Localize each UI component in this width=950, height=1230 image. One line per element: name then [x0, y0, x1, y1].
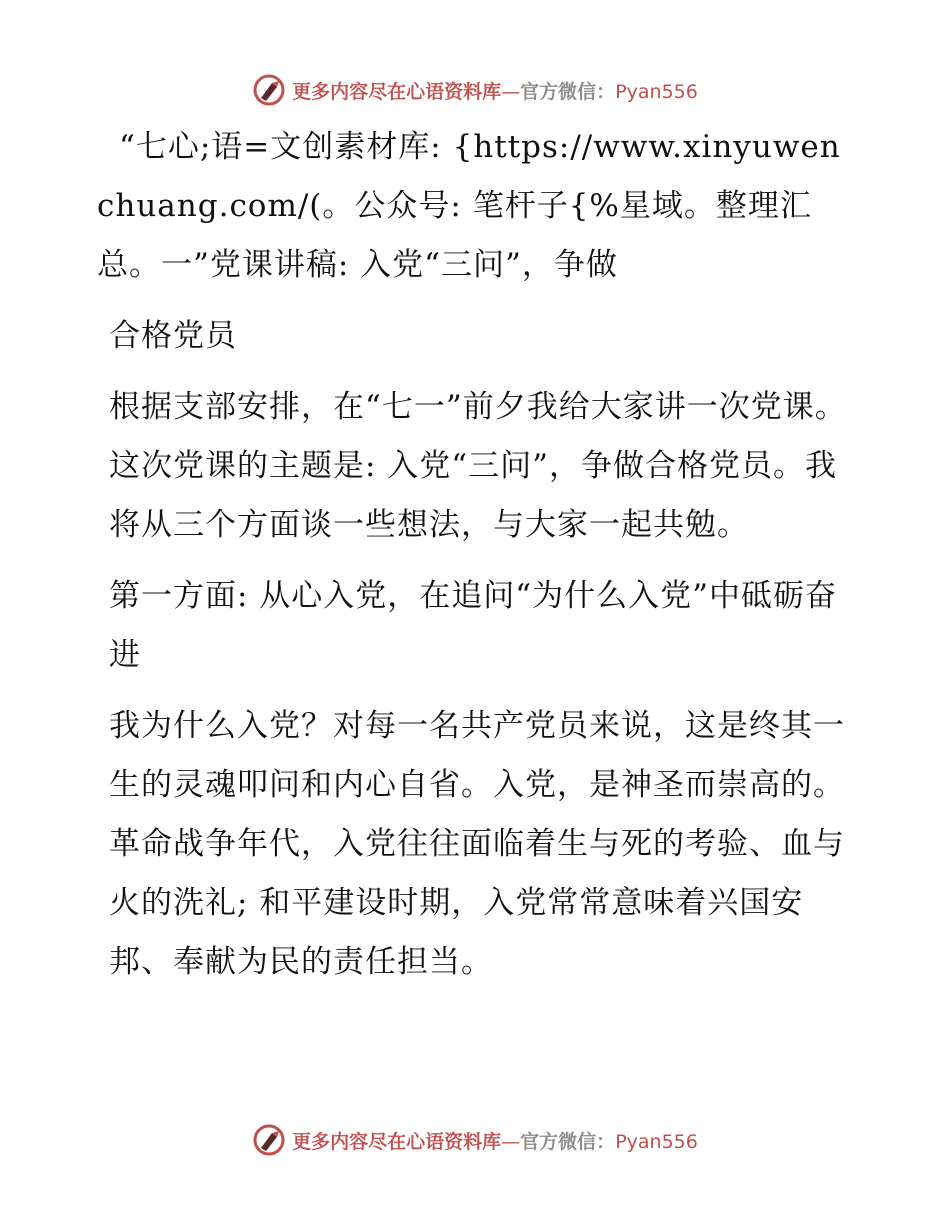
footer-banner — [0, 1120, 950, 1160]
footer-banner-main: 更多内容尽在心语资料库 — [292, 1130, 502, 1153]
footer-banner-wechat-id: Pyan556 — [615, 1130, 698, 1153]
paragraph-subtitle: 合格党员 — [109, 318, 237, 354]
footer-banner-separator: — — [501, 1130, 521, 1153]
header-banner-text — [292, 77, 698, 104]
pen-logo-icon — [252, 1123, 286, 1157]
footer-banner-text — [292, 1127, 698, 1154]
header-banner-wechat-id: Pyan556 — [615, 80, 698, 103]
paragraph-intro: “七心;语=文创素材库: {https://www.xinyuwenchuang.com/(。公众号: 笔杆子{%星域。整理汇总。一”党课讲稿: 入党“三问”，争做 — [97, 129, 841, 283]
header-banner-main: 更多内容尽在心语资料库 — [292, 80, 502, 103]
document-body — [97, 118, 857, 1004]
header-banner-sub: 官方微信： — [520, 80, 616, 103]
footer-banner-sub: 官方微信： — [520, 1130, 616, 1153]
paragraph-opening: 根据支部安排，在“七一”前夕我给大家讲一次党课。这次党课的主题是: 入党“三问”，争做合格党员。我将从三个方面谈一些想法，与大家一起共勉。 — [109, 389, 847, 543]
paragraph-section-heading: 第一方面: 从心入党，在追问“为什么入党”中砥砺奋进 — [109, 578, 837, 673]
pen-logo-icon — [252, 73, 286, 107]
paragraph-body: 我为什么入党？对每一名共产党员来说，这是终其一生的灵魂叩问和内心自省。入党，是神圣而崇高的。革命战争年代，入党往往面临着生与死的考验、血与火的洗礼; 和平建设时期，入党常常意味着兴国安邦、奉献为民的责任担当。 — [109, 708, 845, 980]
header-banner — [0, 70, 950, 110]
header-banner-separator: — — [501, 80, 521, 103]
